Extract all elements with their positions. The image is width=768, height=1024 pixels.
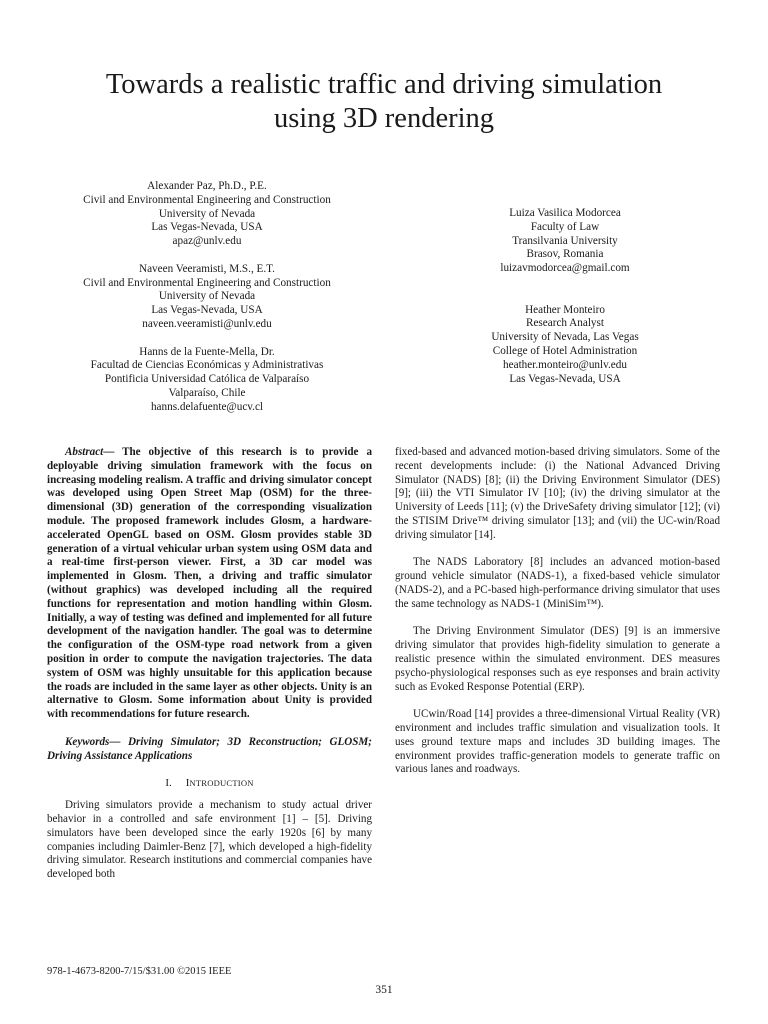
author-institution: Pontificia Universidad Católica de Valparaíso: [104, 373, 310, 386]
author-department: Facultad de Ciencias Económicas y Administrativas: [90, 359, 324, 372]
author-name: Hanns de la Fuente-Mella, Dr.: [139, 345, 275, 358]
author-department: College of Hotel Administration: [492, 344, 638, 357]
author-location: Valparaíso, Chile: [168, 386, 246, 399]
author-block: [52, 346, 362, 415]
author-institution: University of Nevada: [158, 207, 256, 220]
author-block: [52, 180, 362, 249]
body-left-column: [47, 446, 372, 896]
section-title: [186, 777, 254, 789]
section-title-initial: I: [185, 777, 190, 790]
author-location: Brasov, Romania: [526, 248, 604, 261]
keywords: Keywords— Driving Simulator; 3D Reconstruction; GLOSM; Driving Assistance Applications: [47, 735, 372, 762]
author-institution: University of Nevada: [158, 290, 256, 303]
author-department: Civil and Environmental Engineering and Construction: [83, 193, 331, 206]
author-name: Naveen Veeramisti, M.S., E.T.: [139, 262, 275, 275]
authors-left-column: [52, 180, 362, 428]
intro-paragraph: Driving simulators provide a mechanism to study actual driver behavior in a controlled and safe environment [1] – [5]. Driving simulators have been developed since the early 1920s [6] by many companies including Daimler-Benz [7], which developed a high-fidelity driving simulator. Research institutions and commercial companies have developed both: [47, 799, 372, 881]
author-email: luizavmodorcea@gmail.com: [500, 262, 630, 275]
author-location: Las Vegas-Nevada, USA: [151, 221, 263, 234]
body-paragraph: UCwin/Road [14] provides a three-dimensional Virtual Reality (VR) environment and includes traffic simulation and visualization tools. It uses ground texture maps and includes 3D building images. The environment provides traffic-generation models to generate traffic on various lanes and roadways.: [395, 708, 720, 776]
abstract-dash: —: [103, 446, 115, 458]
copyright-notice: 978-1-4673-8200-7/15/$31.00 ©2015 IEEE: [47, 966, 232, 977]
author-block: [410, 207, 720, 276]
section-number: I.: [165, 777, 172, 790]
author-block: [410, 304, 720, 387]
author-institution: Transilvania University: [512, 234, 618, 247]
abstract-lead: Abstract: [65, 446, 104, 458]
author-name: Alexander Paz, Ph.D., P.E.: [147, 180, 267, 192]
authors-right-column: [410, 207, 720, 400]
author-email: hanns.delafuente@ucv.cl: [150, 400, 264, 413]
author-block: [52, 263, 362, 332]
body-paragraph: The NADS Laboratory [8] includes an advanced motion-based ground vehicle simulator (NADS-1), a fixed-based vehicle simulator (NADS-2), and a PC-based high-performance driving simulator that uses the same technology as NADS-1 (MiniSim™).: [395, 556, 720, 610]
body-right-column: [395, 446, 720, 791]
author-department: Faculty of Law: [530, 220, 600, 233]
author-role: Research Analyst: [526, 317, 604, 330]
author-location: Las Vegas-Nevada, USA: [151, 304, 263, 317]
author-location: Las Vegas-Nevada, USA: [509, 372, 621, 385]
paper-title-line-1: Towards a realistic traffic and driving simulation: [105, 69, 663, 100]
abstract: [47, 446, 372, 722]
section-title-rest: NTRODUCTION: [189, 778, 254, 789]
body-paragraph: fixed-based and advanced motion-based driving simulators. Some of the recent developments include: (i) the National Advanced Driving Simulator (NADS) [8]; (ii) the Driving Environment Simulator (DES) [9]; (iii) the VTI Simulator IV [10]; (iv) the driving simulator at the University of Leeds [11]; (v) the DriveSafety driving simulator [12]; (vi) the STISIM Drive™ driving simulator [13]; and (vii) the UC-win/Road driving simulator [14].: [395, 446, 720, 541]
paper-title: [0, 68, 768, 136]
paper-title-line-2: using 3D rendering: [273, 103, 495, 134]
author-email: apaz@unlv.edu: [172, 235, 242, 248]
page-number: 351: [375, 984, 393, 996]
author-name: Luiza Vasilica Modorcea: [509, 207, 621, 219]
author-email: heather.monteiro@unlv.edu: [503, 358, 627, 371]
author-email: naveen.veeramisti@unlv.edu: [142, 317, 272, 330]
abstract-text: The objective of this research is to provide a deployable driving simulation framework with the focus on increasing modeling realism. A traffic and driving simulator concept was developed using Open Street Map (OSM) for the three-dimensional (3D) generation of the corresponding visualization module. The proposed framework includes Glosm, a hardware-accelerated OpenGL based on OSM. Glosm provides stable 3D generation of a virtual vehicular urban system using OSM data and a real-time first-person viewer. First, a 3D car model was implemented in Glosm. Then, a driving and traffic simulator (without graphics) was developed including all the required functions for representation and motion handling within Glosm. Initially, a way of testing was defined and implemented for all future development of the navigation handler. The goal was to determine the configuration of the OSM-type road network from a given position in order to compute the navigation trajectories. The data system of OSM was highly unsuitable for this application because the roads are included in the same layer as other objects. Unity is an alternative to Glosm. Some information about Unity is provided with recommendations for future research.: [47, 446, 372, 721]
body-paragraph: The Driving Environment Simulator (DES) [9] is an immersive driving simulator that provides high-fidelity simulation to generate a realistic presence within the simulated environment. DES measures psycho-physiological responses such as eye responses and brain activity such as Evoked Response Potential (ERP).: [395, 625, 720, 693]
author-department: Civil and Environmental Engineering and Construction: [83, 276, 331, 289]
author-name: Heather Monteiro: [525, 303, 605, 316]
section-heading-introduction: [47, 777, 372, 791]
author-institution: University of Nevada, Las Vegas: [491, 331, 639, 344]
